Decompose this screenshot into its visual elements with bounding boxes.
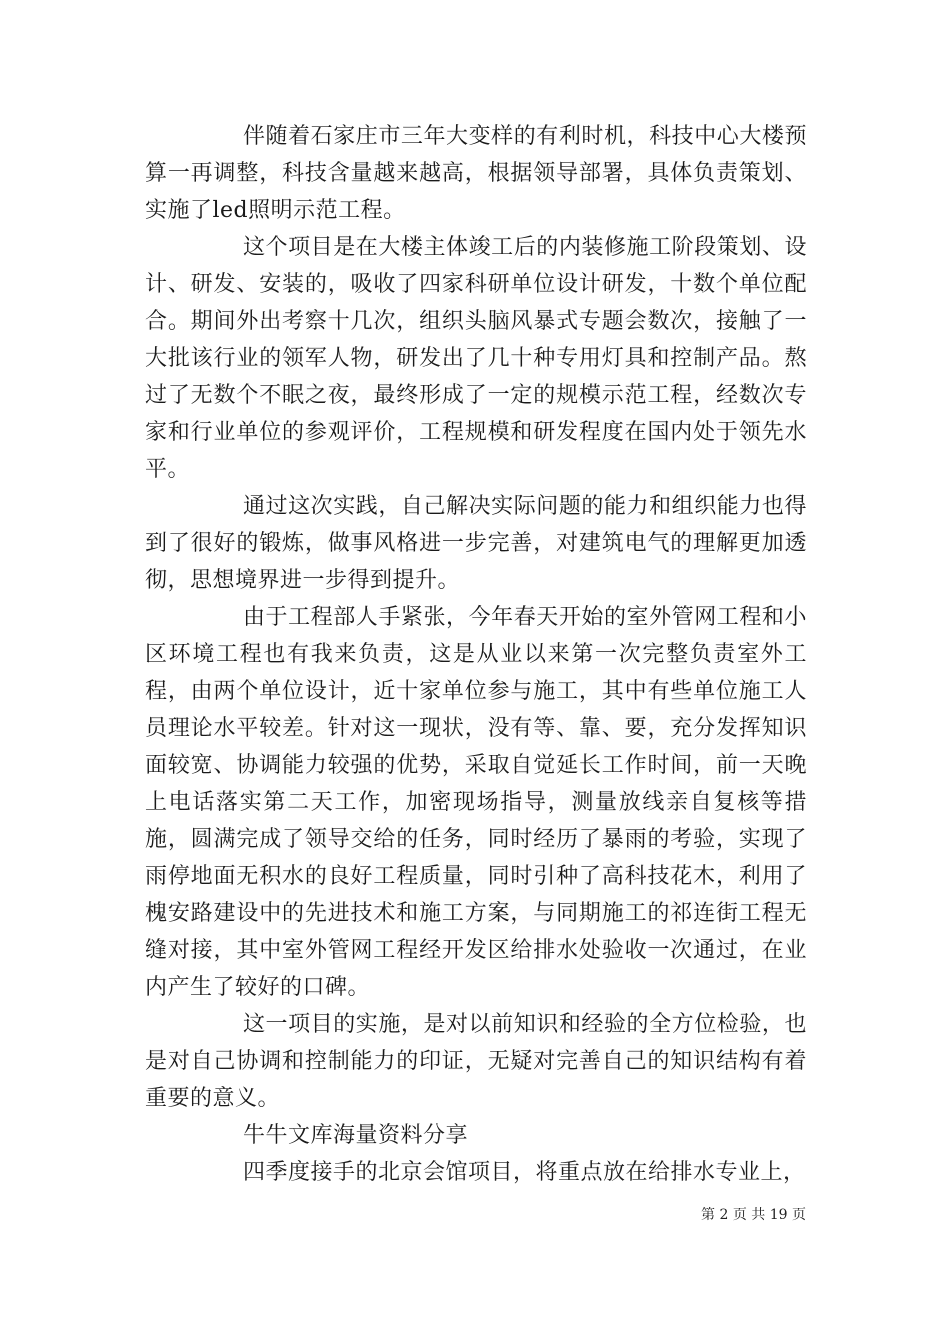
paragraph-beijing-project: 四季度接手的北京会馆项目，将重点放在给排水专业上，: [243, 1160, 806, 1185]
paragraph-watermark-text: 牛牛文库海量资料分享: [243, 1123, 469, 1148]
paragraph-project-details: 这个项目是在大楼主体竣工后的内装修施工阶段策划、设计、研发、安装的，吸收了四家科研单位设计研发，十数个单位配合。期间外出考察十几次，组织头脑风暴式专题会数次，接触了一大批该行业的领军人物，研发出了几十种专用灯具和控制产品。熬过了无数个不眠之夜，最终形成了一定的规模示范工程，经数次专家和行业单位的参观评价，工程规模和研发程度在国内处于领先水平。: [145, 235, 807, 482]
paragraph-project-significance: 这一项目的实施，是对以前知识和经验的全方位检验，也是对自己协调和控制能力的印证，无疑对完善自己的知识结构有着重要的意义。: [145, 1012, 807, 1111]
paragraph-outdoor-engineering: 由于工程部人手紧张，今年春天开始的室外管网工程和小区环境工程也有我来负责，这是从业以来第一次完整负责室外工程，由两个单位设计，近十家单位参与施工，其中有些单位施工人员理论水平较差。针对这一现状，没有等、靠、要，充分发挥知识面较宽、协调能力较强的优势，采取自觉延长工作时间，前一天晚上电话落实第二天工作，加密现场指导，测量放线亲自复核等措施，圆满完成了领导交给的任务，同时经历了暴雨的考验，实现了雨停地面无积水的良好工程质量，同时引种了高科技花木，利用了槐安路建设中的先进技术和施工方案，与同期施工的祁连街工程无缝对接，其中室外管网工程经开发区给排水处验收一次通过，在业内产生了较好的口碑。: [145, 605, 807, 1000]
page-number-footer: 第 2 页 共 19 页: [701, 1207, 806, 1223]
paragraph-led-project: 伴随着石家庄市三年大变样的有利时机，科技中心大楼预算一再调整，科技含量越来越高，根据领导部署，具体负责策划、实施了led照明示范工程。: [145, 124, 807, 223]
document-body: [145, 118, 807, 1191]
paragraph-practice-result: 通过这次实践，自己解决实际问题的能力和组织能力也得到了很好的锻炼，做事风格进一步完善，对建筑电气的理解更加透彻，思想境界进一步得到提升。: [145, 494, 807, 593]
